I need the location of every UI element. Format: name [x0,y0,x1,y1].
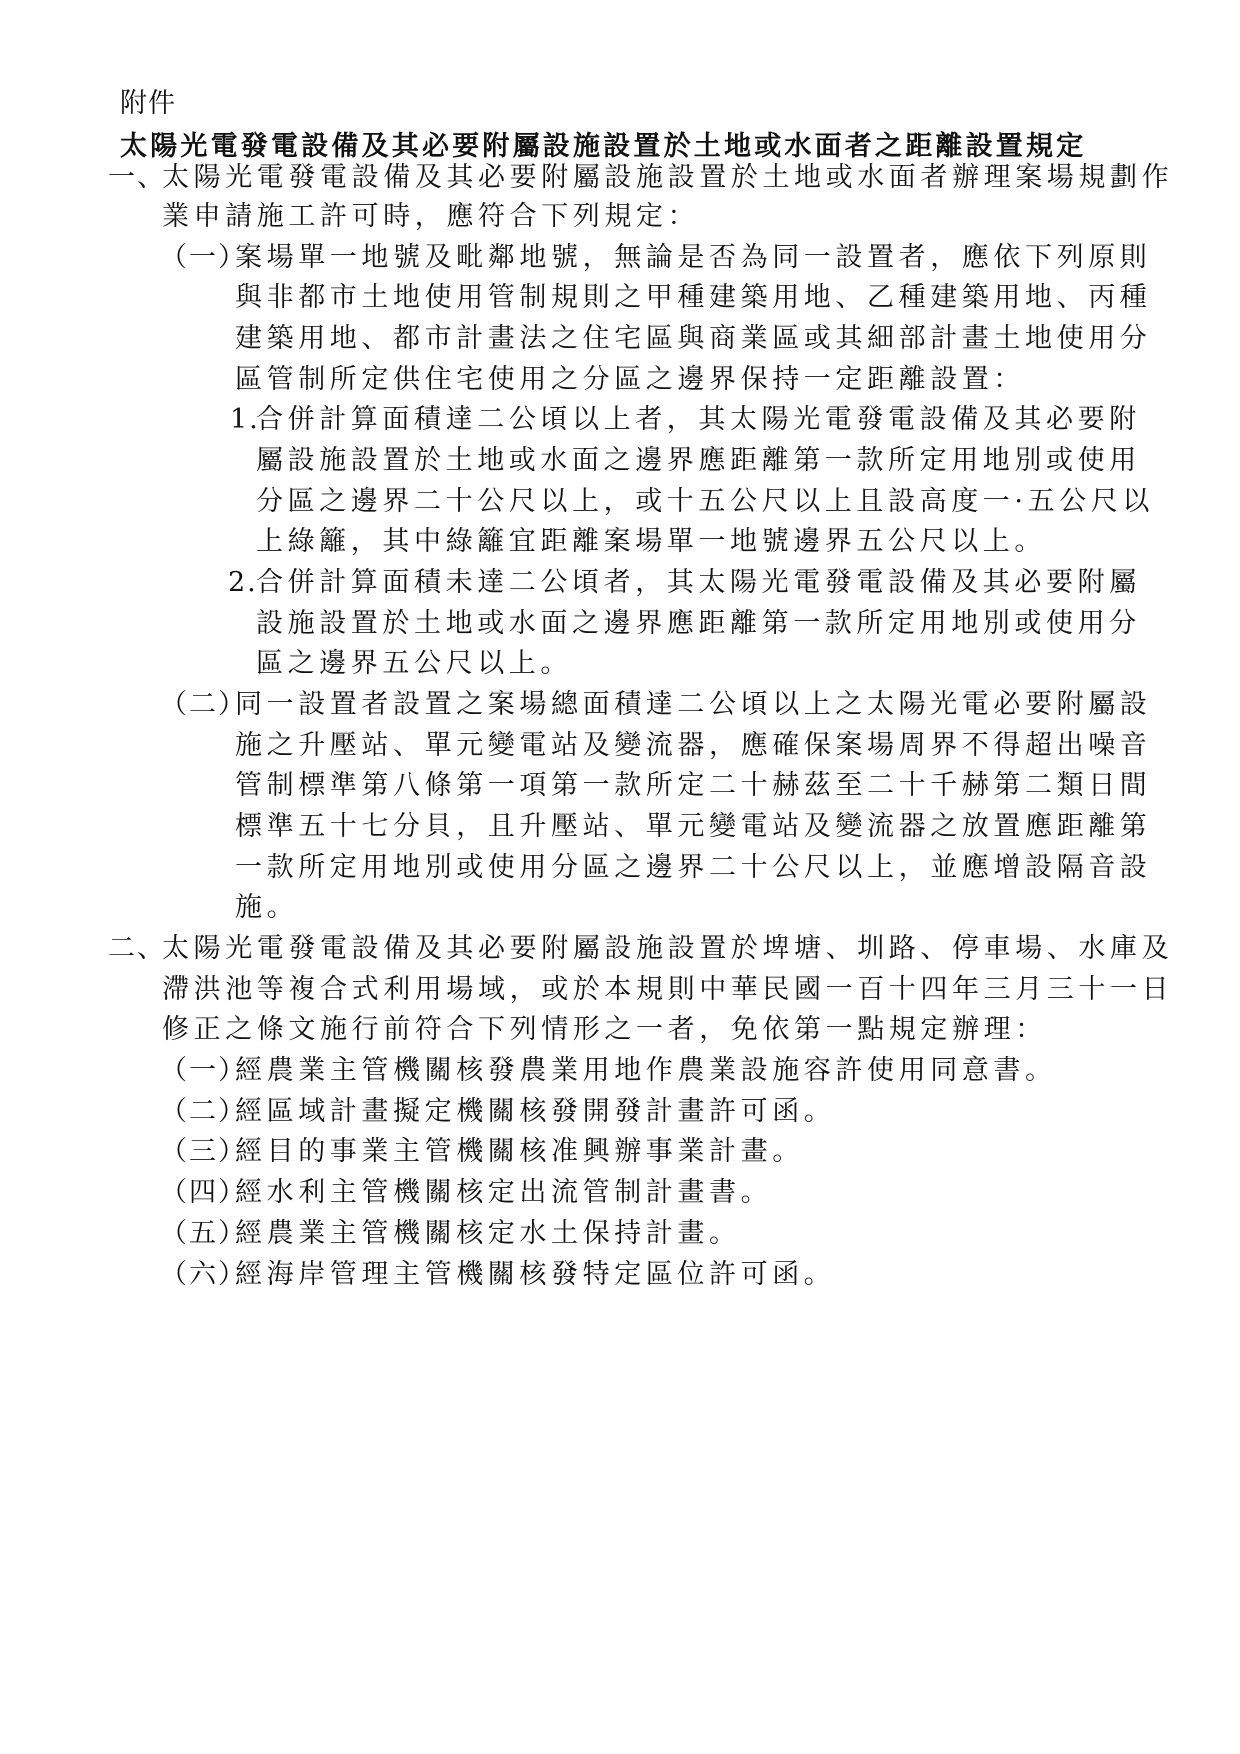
section-2-item-marker: （一） [160,1055,247,1086]
section-1-line: 業申請施工許可時，應符合下列規定： [162,201,700,232]
section-1-para-2-line: 一款所定用地別或使用分區之邊界二十公尺以上，並應增設隔音設 [235,852,1152,883]
item-1-line: 分區之邊界二十公尺以上，或十五公尺以上且設高度一·五公尺以 [256,486,1154,517]
section-1-para-2-marker: （二） [160,689,247,720]
section-2-item-text: 經區域計畫擬定機關核發開發計畫許可函。 [235,1096,836,1127]
section-1-para-1-marker: （一） [160,242,247,273]
item-2-line: 區之邊界五公尺以上。 [256,648,572,679]
section-1-para-1-line: 案場單一地號及毗鄰地號，無論是否為同一設置者，應依下列原則 [235,242,1152,273]
section-2-item-text: 經農業主管機關核定水土保持計畫。 [235,1218,741,1249]
section-1-line: 太陽光電發電設備及其必要附屬設施設置於土地或水面者辦理案場規劃作 [162,162,1174,193]
item-1-marker: 1. [230,404,260,435]
item-1-line: 合併計算面積達二公頃以上者，其太陽光電發電設備及其必要附 [256,404,1141,435]
section-2-item-marker: （二） [160,1096,247,1127]
item-1-line: 上綠籬，其中綠籬宜距離案場單一地號邊界五公尺以上。 [256,526,1046,557]
item-2-marker: 2. [228,567,258,598]
section-1-marker: 一、 [108,162,166,193]
section-2-item-marker: （六） [160,1259,247,1290]
section-2-line: 修正之條文施行前符合下列情形之一者，免依第一點規定辦理： [162,1014,1047,1045]
section-1-para-2-line: 施之升壓站、單元變電站及變流器，應確保案場周界不得超出噪音 [235,730,1152,761]
section-2-line: 滯洪池等複合式利用場域，或於本規則中華民國一百十四年三月三十一日 [162,974,1174,1005]
section-2-item-marker: （五） [160,1218,247,1249]
section-1-para-2-line: 施。 [235,892,299,923]
section-2-item-text: 經目的事業主管機關核准興辦事業計畫。 [235,1136,804,1167]
item-2-line: 合併計算面積未達二公頃者，其太陽光電發電設備及其必要附屬 [256,567,1141,598]
section-2-item-text: 經海岸管理主管機關核發特定區位許可函。 [235,1259,836,1290]
section-1-para-2-line: 標準五十七分貝，且升壓站、單元變電站及變流器之放置應距離第 [235,811,1152,842]
section-2-line: 太陽光電發電設備及其必要附屬設施設置於埤塘、圳路、停車場、水庫及 [162,933,1174,964]
section-1-para-1-line: 建築用地、都市計畫法之住宅區與商業區或其細部計畫土地使用分 [235,323,1152,354]
section-1-para-2-line: 同一設置者設置之案場總面積達二公頃以上之太陽光電必要附屬設 [235,689,1152,720]
section-1-para-2-line: 管制標準第八條第一項第一款所定二十赫茲至二十千赫第二類日間 [235,770,1152,801]
attachment-label: 附件 [120,88,176,119]
page-title: 太陽光電發電設備及其必要附屬設施設置於土地或水面者之距離設置規定 [120,131,1087,162]
section-2-item-marker: （四） [160,1177,247,1208]
item-2-line: 設施設置於土地或水面之邊界應距離第一款所定用地別或使用分 [256,608,1141,639]
item-1-line: 屬設施設置於土地或水面之邊界應距離第一款所定用地別或使用 [256,445,1141,476]
section-1-para-1-line: 與非都市土地使用管制規則之甲種建築用地、乙種建築用地、丙種 [235,282,1152,313]
section-2-item-text: 經水利主管機關核定出流管制計畫書。 [235,1177,773,1208]
section-2-item-text: 經農業主管機關核發農業用地作農業設施容許使用同意書。 [235,1055,1057,1086]
section-1-para-1-line: 區管制所定供住宅使用之分區之邊界保持一定距離設置： [235,364,1025,395]
section-2-item-marker: （三） [160,1136,247,1167]
section-2-marker: 二、 [108,933,166,964]
